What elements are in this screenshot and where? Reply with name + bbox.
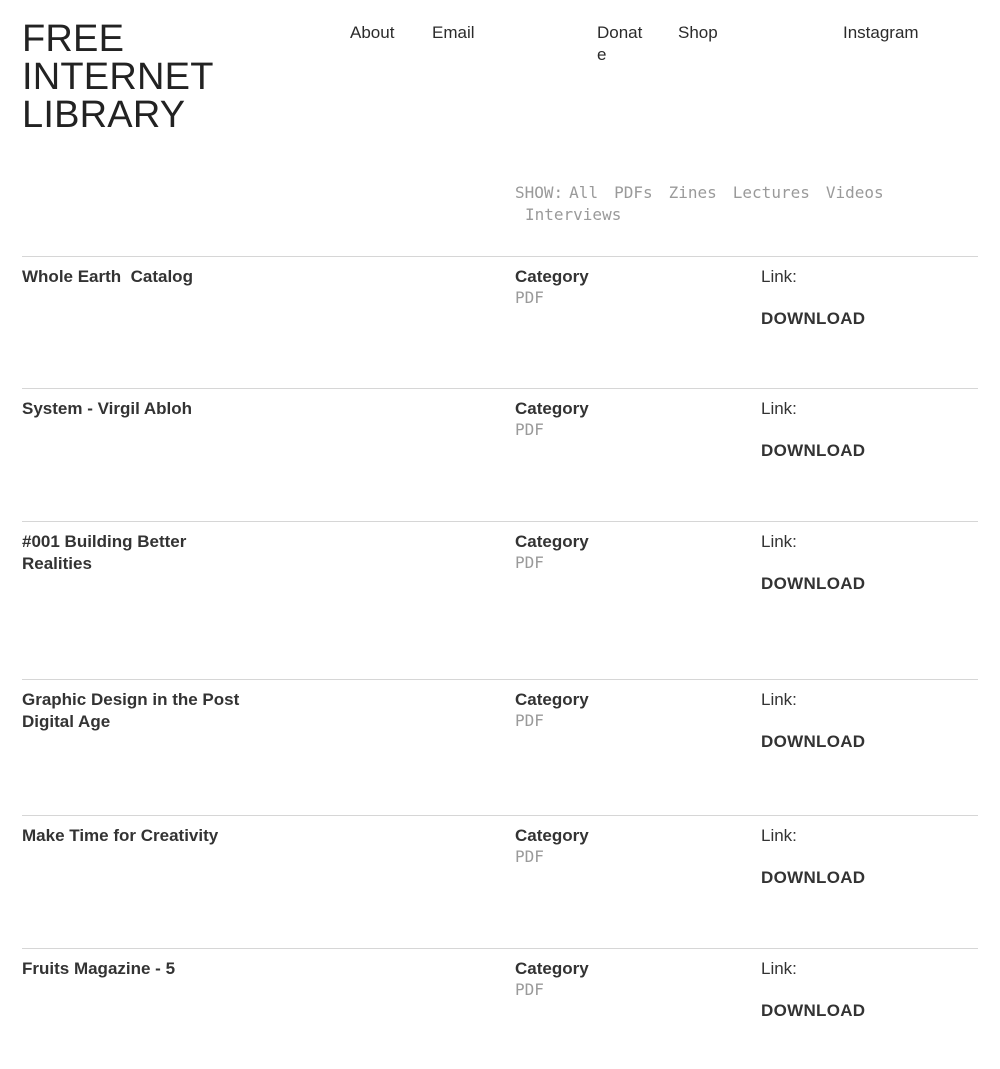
filter-zines[interactable]: Zines	[668, 183, 717, 202]
category-label: Category	[515, 826, 589, 845]
nav-about-link[interactable]: About	[350, 23, 395, 42]
nav-shop-link[interactable]: Shop	[678, 23, 718, 42]
category-value: PDF	[515, 711, 544, 730]
item-title: Graphic Design in the Post Digital Age	[22, 690, 244, 731]
download-link[interactable]: DOWNLOAD	[761, 1001, 866, 1020]
item-title: Fruits Magazine - 5	[22, 959, 176, 978]
download-link[interactable]: DOWNLOAD	[761, 574, 866, 593]
category-value: PDF	[515, 980, 544, 999]
category-value: PDF	[515, 847, 544, 866]
link-label: Link:	[761, 826, 797, 845]
site-logo[interactable]: FREE INTERNET LIBRARY	[22, 18, 214, 136]
category-label: Category	[515, 267, 589, 286]
filter-videos[interactable]: Videos	[825, 183, 884, 202]
download-link[interactable]: DOWNLOAD	[761, 441, 866, 460]
category-filter	[515, 182, 955, 226]
nav-instagram-link[interactable]: Instagram	[843, 23, 919, 42]
category-value: PDF	[515, 288, 544, 307]
item-title: System - Virgil Abloh	[22, 399, 193, 418]
library-row	[22, 256, 978, 388]
category-value: PDF	[515, 553, 544, 572]
link-label: Link:	[761, 532, 797, 551]
library-row	[22, 948, 978, 1069]
nav-email-link[interactable]: Email	[432, 23, 475, 42]
download-link[interactable]: DOWNLOAD	[761, 868, 866, 887]
download-link[interactable]: DOWNLOAD	[761, 732, 866, 751]
item-title: Make Time for Creativity	[22, 826, 219, 845]
filter-lectures[interactable]: Lectures	[732, 183, 810, 202]
nav-donate-link[interactable]: Donate	[597, 23, 643, 64]
library-list	[22, 256, 978, 1069]
filter-interviews[interactable]: Interviews	[525, 205, 622, 224]
download-link[interactable]: DOWNLOAD	[761, 309, 866, 328]
library-row	[22, 388, 978, 521]
link-label: Link:	[761, 690, 797, 709]
link-label: Link:	[761, 399, 797, 418]
library-row	[22, 815, 978, 948]
item-title: #001 Building Better Realities	[22, 532, 192, 573]
category-label: Category	[515, 959, 589, 978]
filter-prefix-label: SHOW:	[515, 183, 564, 202]
link-label: Link:	[761, 267, 797, 286]
link-label: Link:	[761, 959, 797, 978]
category-label: Category	[515, 532, 589, 551]
library-row	[22, 521, 978, 679]
filter-all[interactable]: All	[569, 183, 599, 202]
item-title: Whole Earth Catalog	[22, 267, 193, 286]
category-label: Category	[515, 399, 589, 418]
library-row	[22, 679, 978, 815]
filter-pdfs[interactable]: PDFs	[614, 183, 653, 202]
category-value: PDF	[515, 420, 544, 439]
category-label: Category	[515, 690, 589, 709]
